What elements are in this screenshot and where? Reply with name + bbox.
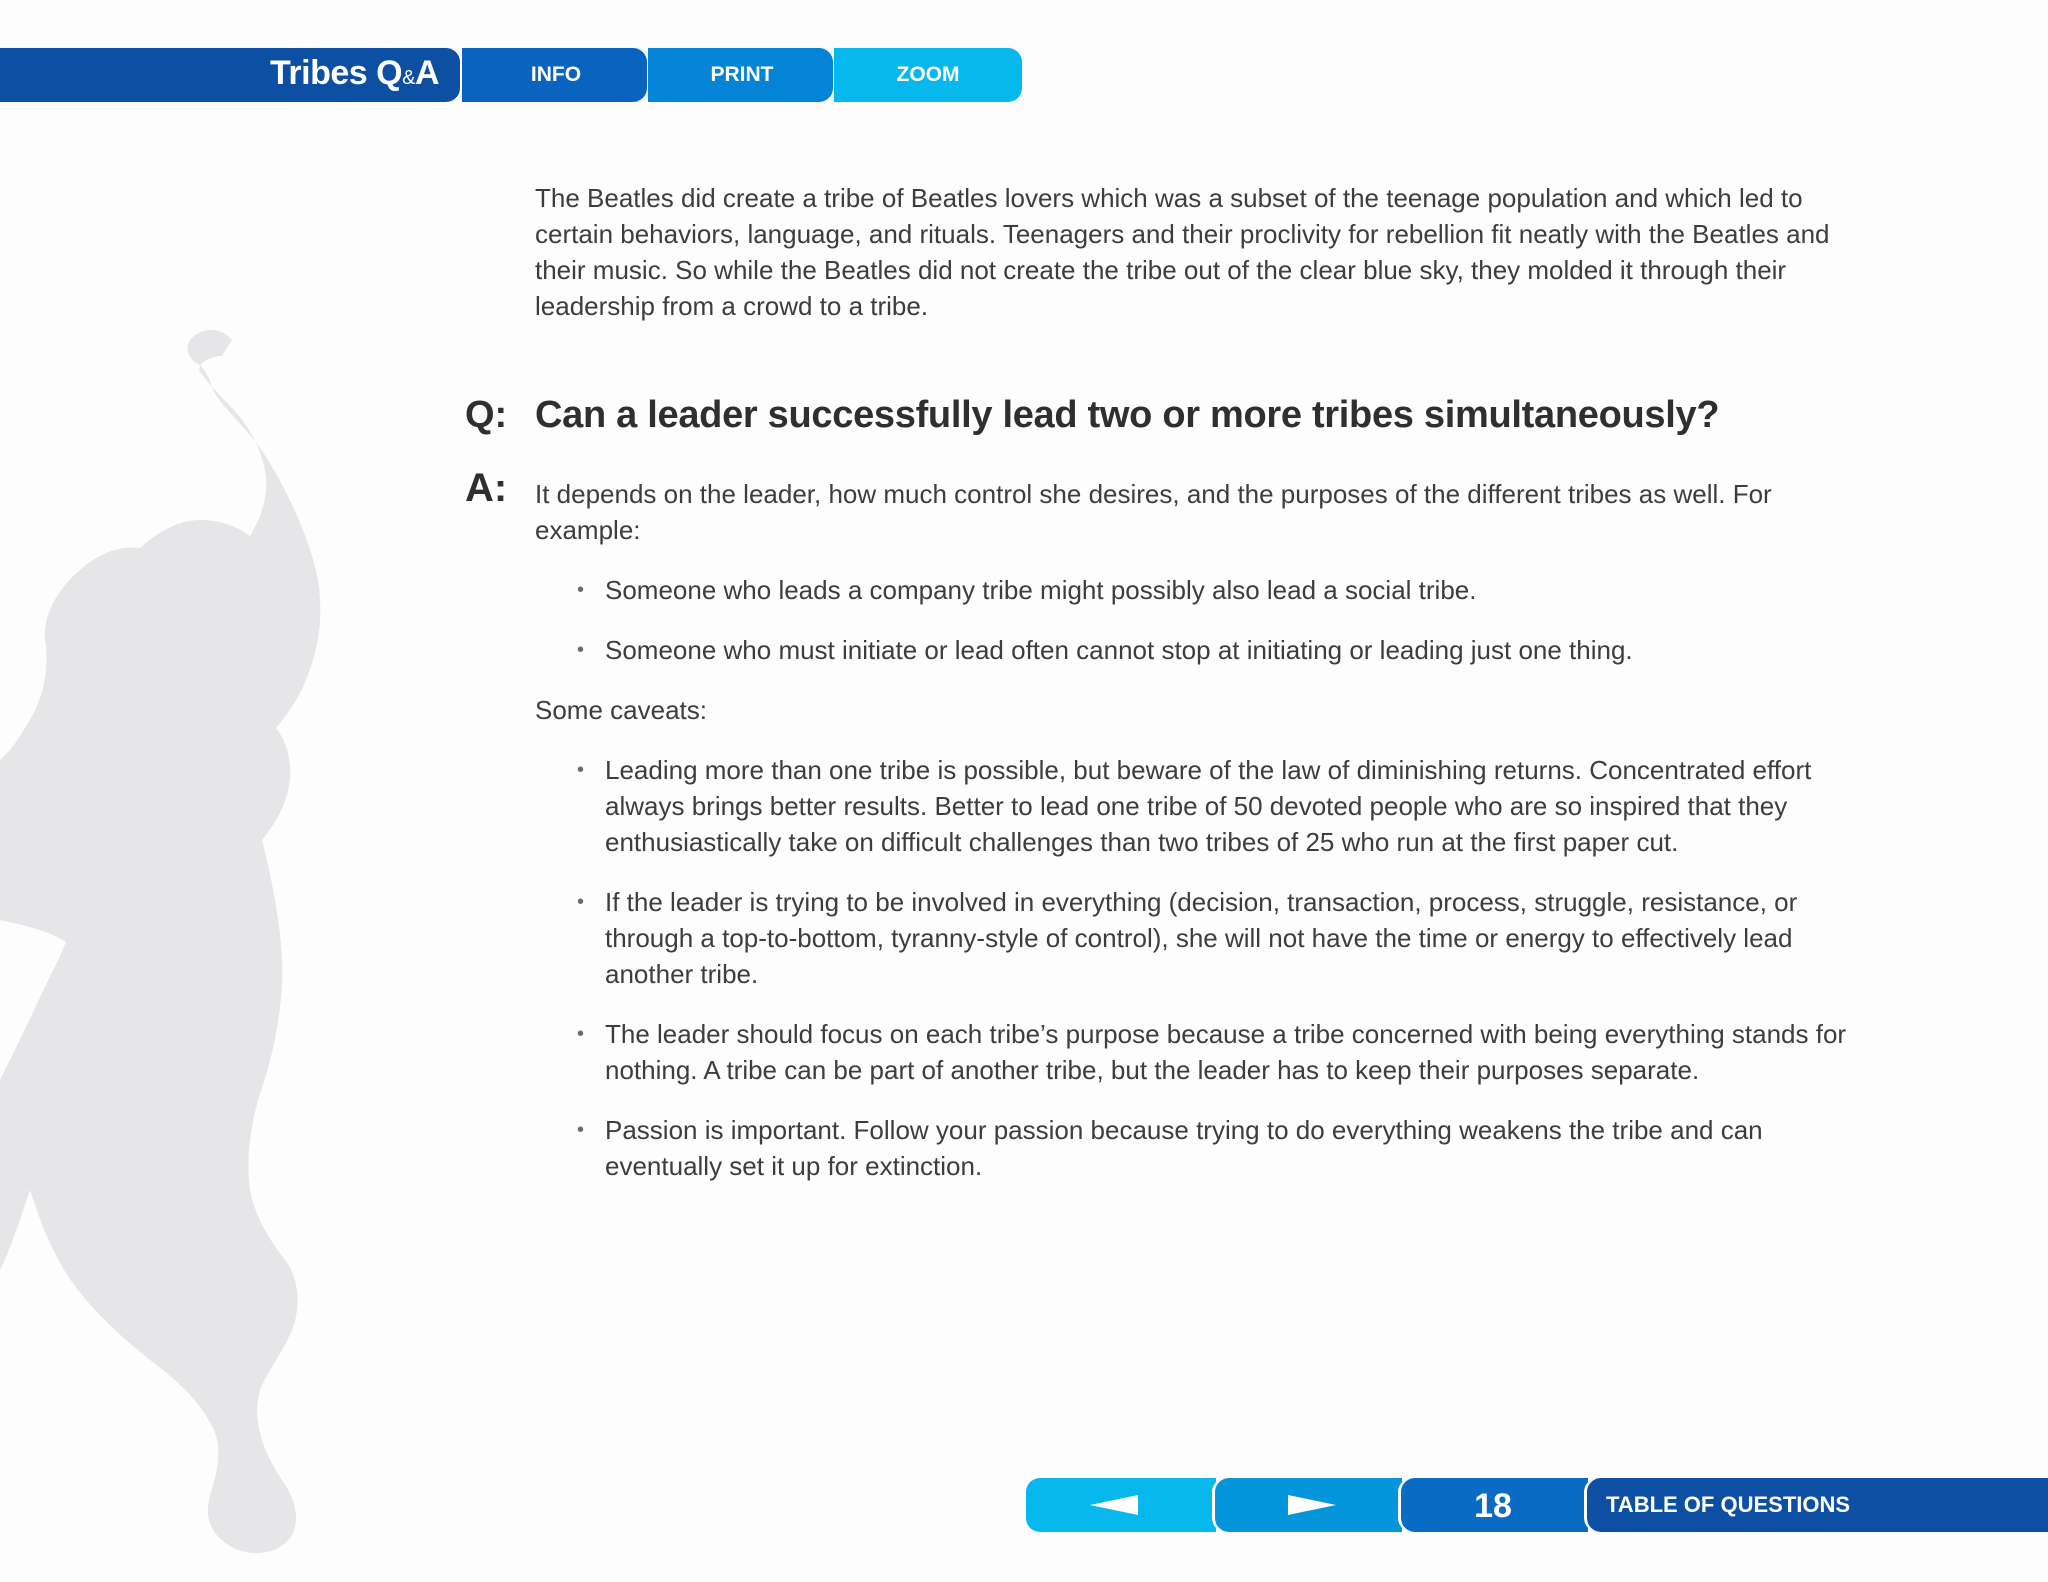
list-item-text: If the leader is trying to be involved in everything (decision, transaction, process, struggle, resistance, or through a top-to-bottom, tyranny-style of control), she will not have the time or energy to effectively lead another tribe. [605,887,1798,989]
brand-title-ampersand: & [402,67,415,89]
list-item [535,1016,1865,1088]
brand-title [270,54,439,93]
bullet-icon: • [577,639,585,661]
bullet-icon: • [577,1023,585,1045]
list-item-text: Someone who leads a company tribe might possibly also lead a social tribe. [605,575,1477,605]
right-arrow-icon [1212,1478,1402,1532]
next-page-button[interactable] [1212,1478,1402,1532]
answer-body [535,476,1865,1184]
list-item [535,752,1865,860]
intro-paragraph: The Beatles did create a tribe of Beatles lovers which was a subset of the teenage population and which led to certain behaviors, language, and rituals. Teenagers and their proclivity for rebellion fit neatly with the Beatles and their music. So while the Beatles did not create the tribe out of the clear blue sky, they molded it through their leadership from a crowd to a tribe. [535,183,1830,321]
answer-label: A: [465,466,508,510]
left-arrow-icon [1026,1478,1216,1532]
brand-logo [0,48,463,102]
list-item-text: The leader should focus on each tribe’s purpose because a tribe concerned with being everything stands for nothing. A tribe can be part of another tribe, but the leader has to keep their purposes separate. [605,1019,1847,1085]
qa-content [465,180,1865,1208]
bullet-icon: • [577,759,585,781]
question-label: Q: [465,394,508,436]
dancer-silhouette [0,320,400,1580]
caveats-label: Some caveats: [535,695,707,725]
caveats-list [535,752,1865,1184]
list-item [535,572,1865,608]
question-row [465,394,1865,454]
print-button[interactable]: PRINT [648,48,836,102]
examples-list [535,572,1865,668]
table-of-questions-button[interactable]: TABLE OF QUESTIONS [1584,1478,2048,1532]
list-item [535,632,1865,668]
list-item [535,884,1865,992]
bullet-icon: • [577,579,585,601]
bullet-icon: • [577,891,585,913]
brand-title-prefix: Tribes Q [270,54,403,92]
brand-title-suffix: A [414,54,439,92]
list-item [535,1112,1865,1184]
question-text: Can a leader successfully lead two or more tribes simultaneously? [535,394,1720,436]
top-navigation [0,48,1024,102]
answer-row [465,466,1865,1184]
info-button[interactable]: INFO [462,48,650,102]
bottom-navigation [1026,1478,2048,1532]
answer-text: It depends on the leader, how much control she desires, and the purposes of the different tribes as well. For example: [535,479,1772,545]
page-number: 18 [1398,1478,1588,1532]
list-item-text: Passion is important. Follow your passion because trying to do everything weakens the tribe and can eventually set it up for extinction. [605,1115,1763,1181]
previous-page-button[interactable] [1026,1478,1216,1532]
list-item-text: Leading more than one tribe is possible, but beware of the law of diminishing returns. Concentrated effort always brings better results. Better to lead one tribe of 50 devoted people who are so inspired that they enthusiastically take on difficult challenges than two tribes of 25 who run at the first paper cut. [605,755,1812,857]
zoom-button[interactable]: ZOOM [834,48,1022,102]
list-item-text: Someone who must initiate or lead often cannot stop at initiating or leading just one thing. [605,635,1633,665]
bullet-icon: • [577,1119,585,1141]
